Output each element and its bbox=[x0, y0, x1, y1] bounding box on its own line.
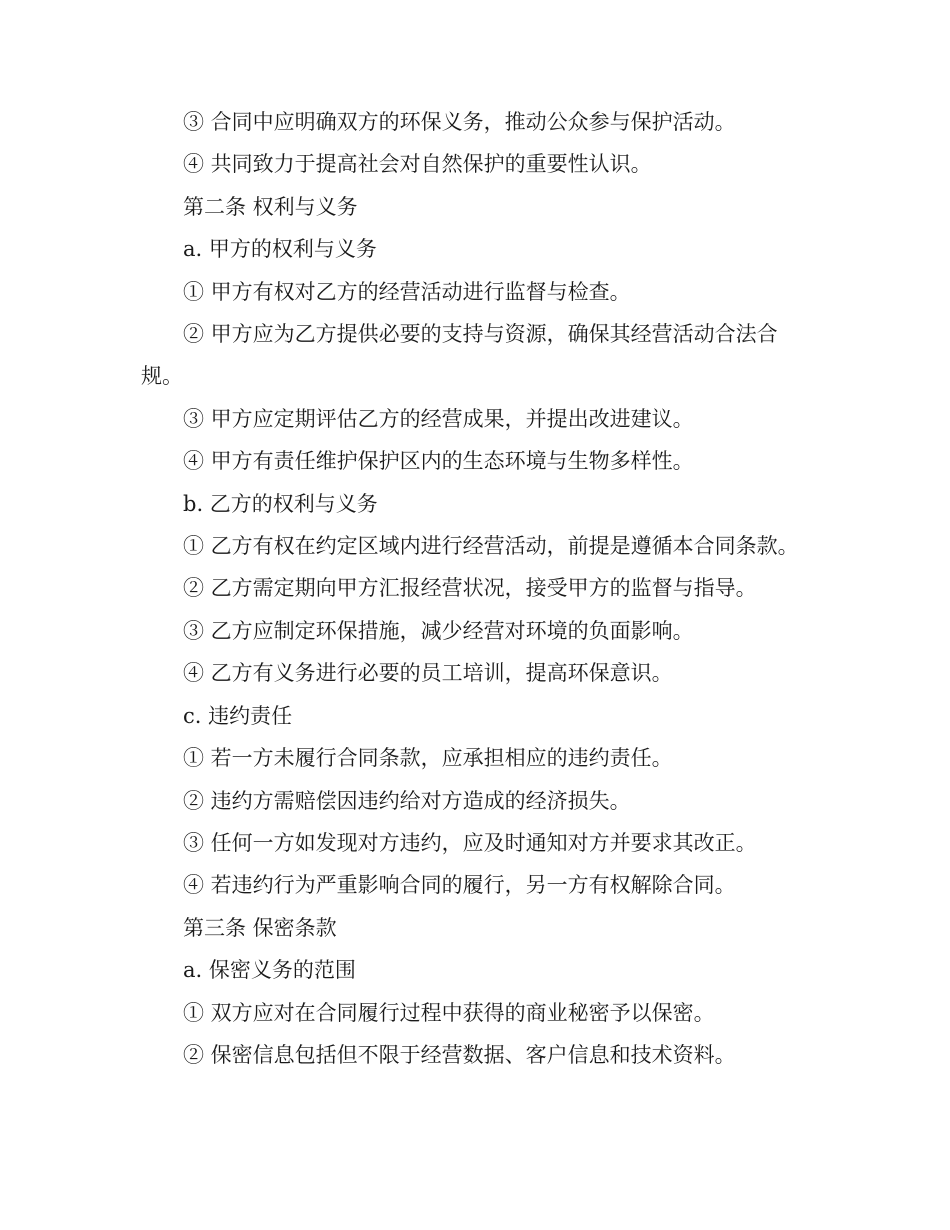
section-heading-c: c. 违约责任 bbox=[183, 703, 293, 728]
paragraph-18: ④ 若违约行为严重影响合同的履行，另一方有权解除合同。 bbox=[183, 873, 736, 898]
paragraph-22: ② 保密信息包括但不限于经营数据、客户信息和技术资料。 bbox=[183, 1042, 736, 1067]
paragraph-10: ① 乙方有权在约定区域内进行经营活动，前提是遵循本合同条款。 bbox=[183, 534, 799, 559]
section-heading-a-2: a. 保密义务的范围 bbox=[183, 958, 356, 983]
paragraph-17: ③ 任何一方如发现对方违约，应及时通知对方并要求其改正。 bbox=[183, 830, 757, 855]
paragraph-5: ① 甲方有权对乙方的经营活动进行监督与检查。 bbox=[183, 279, 631, 304]
section-heading-b: b. 乙方的权利与义务 bbox=[183, 491, 378, 516]
paragraph-15: ① 若一方未履行合同条款，应承担相应的违约责任。 bbox=[183, 746, 673, 771]
paragraph-12: ③ 乙方应制定环保措施，减少经营对环境的负面影响。 bbox=[183, 618, 694, 643]
paragraph-16: ② 违约方需赔偿因违约给对方造成的经济损失。 bbox=[183, 788, 631, 813]
paragraph-7: ③ 甲方应定期评估乙方的经营成果，并提出改进建议。 bbox=[183, 406, 694, 431]
paragraph-13: ④ 乙方有义务进行必要的员工培训，提高环保意识。 bbox=[183, 661, 673, 686]
paragraph-6: ② 甲方应为乙方提供必要的支持与资源，确保其经营活动合法合规。 bbox=[141, 322, 778, 389]
paragraph-8: ④ 甲方有责任维护保护区内的生态环境与生物多样性。 bbox=[183, 449, 694, 474]
paragraph-21: ① 双方应对在合同履行过程中获得的商业秘密予以保密。 bbox=[183, 1000, 715, 1025]
paragraph-1: ③ 合同中应明确双方的环保义务，推动公众参与保护活动。 bbox=[183, 110, 736, 134]
paragraph-11: ② 乙方需定期向甲方汇报经营状况，接受甲方的监督与指导。 bbox=[183, 576, 757, 601]
paragraph-2: ④ 共同致力于提高社会对自然保护的重要性认识。 bbox=[183, 152, 652, 177]
section-heading-a: a. 甲方的权利与义务 bbox=[183, 237, 377, 262]
article-heading-2: 第二条 权利与义务 bbox=[183, 194, 358, 219]
article-heading-3: 第三条 保密条款 bbox=[183, 915, 337, 940]
document-body bbox=[141, 101, 811, 1076]
